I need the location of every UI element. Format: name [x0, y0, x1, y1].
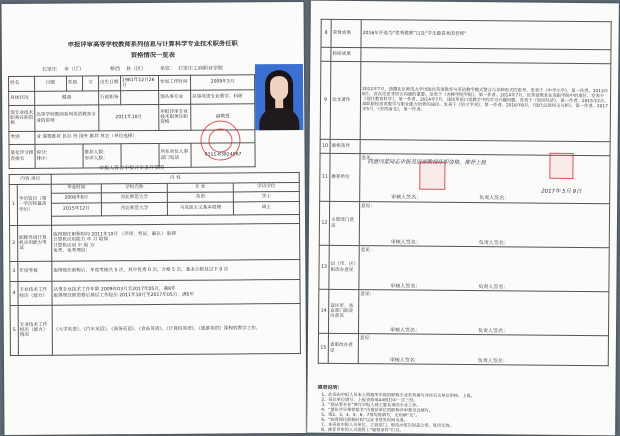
county-leader-label: 负责人签名： — [478, 284, 509, 291]
label-apply-title: 申报评审专业技术职务任职资格 — [159, 104, 191, 130]
honor-row-number: 8 — [321, 19, 331, 47]
recommend-opinion-label: 意见： — [361, 156, 376, 162]
edu-col-date: 毕业时间 — [51, 184, 101, 193]
note-3: 3、“现从事专业”填写申报人现主要从事的专业工作。 — [321, 401, 421, 408]
value-hr-phone: 0311-83824567 — [191, 143, 255, 167]
city-row-number: 14 — [318, 289, 328, 333]
label-name: 姓名 — [9, 76, 35, 91]
province-row-label: 省职改办意见 — [328, 333, 358, 363]
edu-row-number: 1 — [9, 184, 17, 225]
red-seal-stamp-2 — [549, 153, 573, 179]
label-gender: 性别 — [67, 76, 83, 91]
edu-col-school: 学校名称 — [101, 183, 167, 192]
form-title-line2: 资格情况一览表 — [130, 51, 175, 60]
value-gender: 女 — [83, 76, 99, 91]
left-page — [1, 2, 306, 435]
handwritten-recommendation: 同意闫蕾同志申报英语副教授任职资格，推荐上报 — [367, 159, 487, 167]
annual-row — [10, 259, 300, 281]
county-row-label: 县（市、区）职改办意见 — [329, 245, 359, 289]
score-label: 得分： — [36, 150, 51, 157]
note-6: 6、“取得现任职称时间”以证书签发时间为准。 — [321, 416, 408, 423]
label-admin-post: 行政职务 — [99, 91, 121, 105]
value-title-date: 2011年10月 — [99, 104, 159, 130]
province-opinion-label: 意见： — [359, 336, 374, 342]
annual-row-label: 年度考核 — [18, 261, 52, 281]
note-2: 2、每位单位填写，上报表格用A4纸打印一式三份。 — [321, 396, 418, 403]
papers-row-label: 论文著作 — [330, 61, 361, 139]
value-apply-title: 副教授 — [191, 104, 255, 130]
city-leader-label: 负责人签名： — [477, 328, 509, 335]
language-row-number: 2 — [10, 225, 18, 261]
tenure-row-number: 4 — [10, 281, 18, 305]
label-health: 身体状况 — [9, 91, 35, 105]
right-page — [307, 1, 619, 436]
form-title-line1: 申报评审高等学校教师系列信息与计算科学专业技术职务任职 — [67, 40, 238, 49]
note-5: 5、第2、3、4、5、6、7项均需填写，无则填“无”。 — [321, 411, 420, 418]
note-8: 8、推荐评审的人员需附上“破格条件”栏目。 — [321, 426, 404, 433]
tenure-line-1: 从事专业技术工作年限 2009年03月至2017年05月，满8年 — [53, 287, 176, 293]
papers-row — [320, 61, 611, 142]
value-birth: 1981年12月26日 — [121, 75, 159, 90]
recommend-count-label: 推荐人数： — [84, 150, 108, 156]
recommend-row-label: 推荐单位 — [330, 153, 360, 201]
city-row — [318, 289, 608, 336]
edu-1-major: 英语 — [167, 192, 233, 202]
note-1: 1、此表由申报人员本人根据所申报的职称专业系列填写并经有关单位审核、上报。 — [321, 391, 475, 399]
courses-row-number: 5 — [10, 305, 18, 355]
supervisor-row-label: 主管部门意见 — [329, 201, 359, 245]
value-name: 闫蕾 — [35, 76, 67, 91]
province-leader-label: 负责人签名： — [477, 358, 508, 365]
edu-2-degree: 硕士 — [233, 201, 299, 214]
annual-content: 取得现任职称后，年度考核共 5 次，其中优秀 0 次，合格 5 次，基本合格及以下 0 次 — [52, 259, 300, 281]
county-opinion-label: 意见： — [360, 248, 375, 254]
value-category: 业 需要推荐 民办 外 国外 推荐 其它（单位选择） — [35, 130, 255, 145]
language-line-2: 计算机应用能力 年 月 取得 — [53, 237, 109, 243]
province-sign-label: 审核人签名： — [389, 357, 420, 364]
notes-title: 填表说明： — [317, 384, 343, 391]
edu-1-school: 河北师范大学 — [101, 192, 167, 202]
annual-row-number: 3 — [10, 261, 18, 281]
courses-content: 《大学英语》、《汽车英语》、《商务英语》、《食品英语》、《计算机英语》、《旅游英语》课程的教学工作。 — [52, 303, 300, 355]
section-header: 申报人符合申报评审条件情况 — [99, 164, 165, 172]
honor-row-label: 荣誉成果 — [331, 19, 361, 47]
edu-row-label: 学历资历（第一学历和最高学历） — [17, 184, 51, 225]
rank-label: 排序： — [36, 156, 51, 162]
note-7: 7、本表由申报人员单位、主管部门、职改办依次加盖公章，复印无效。 — [321, 421, 454, 428]
photo-face — [270, 76, 288, 100]
honor-row — [321, 19, 611, 50]
exception-row-label: 破格条件 — [330, 139, 360, 153]
location-county: 桥西 — [109, 66, 120, 73]
label-hr-phone: 所在单位人事部门电话 — [159, 143, 191, 167]
language-line-1: 取得现任职称时间 2011年10月 （评审、考试、确认） 取得 — [53, 231, 177, 238]
courses-row-label: 专业技术工作经历（能力）情况 — [18, 305, 52, 355]
tenure-row-label: 专业技术工作经历（能力） — [18, 281, 52, 305]
supervisor-leader-label: 负责人签名： — [478, 240, 509, 247]
language-row-label: 职称外语计算机应用能力考试 — [18, 225, 52, 261]
note-4: 4、“量化评分推荐排名”由推荐单位的职称评审委员会填写。 — [321, 406, 434, 413]
county-row-number: 13 — [319, 245, 329, 289]
research-row-label: 科研成果 — [331, 47, 361, 61]
unit-name: 石家庄工商职业学院 — [177, 65, 223, 72]
requirements-table — [9, 172, 301, 356]
county-row — [319, 245, 609, 292]
city-row-label: 设区市、省直部门职改办意见 — [328, 289, 358, 333]
language-line-3: 计算机应用 中 级 分 — [53, 242, 95, 249]
supervisor-row-number: 12 — [319, 201, 329, 245]
edu-col-degree: 学历学位 — [233, 182, 299, 191]
tenure-content — [52, 279, 300, 305]
exception-row-number: 10 — [320, 139, 330, 153]
city-opinion-label: 意见： — [360, 292, 375, 298]
value-health: 健康 — [35, 91, 99, 105]
value-admin-post — [121, 90, 159, 104]
city-sign-label: 审核人签名： — [389, 327, 421, 334]
edu-2-school: 河北师范大学 — [101, 202, 167, 215]
supervisor-sign-label: 审核人签名： — [390, 239, 421, 246]
value-current-title: 高等学校教师系列英语教育专业的讲师 — [35, 105, 99, 131]
supervisor-row — [319, 201, 609, 248]
province-row — [318, 333, 608, 366]
label-category: 类别 — [9, 131, 35, 144]
req-col-content: 内 容 — [51, 172, 299, 184]
courses-row — [10, 303, 300, 355]
location-county-suffix: 县（区） — [125, 66, 146, 73]
red-seal-stamp-1 — [419, 162, 445, 190]
info-row-basic — [9, 75, 255, 92]
recommend-sign-label: 审核人签名： — [391, 194, 422, 201]
papers-row-text: 2012年7月，独撰北京师范大学出版社英语教育与英语教学模式整合与多种形式的思考。发表于《中学小学》，第一作者。2013年8月，首次论述非语言沟通的重要。发表于《赤峰学院学报》，第一作者。2014年7月，论英语教育在高职学院中的地位。发表于《现代教育科学》，第一作者。2014年7月，浅谈英语口语教学中的学习兴趣问题。发表于《知识经济》，第一作者。2015年2月，高职院校英语教学与职业能力培养的途径。发表于《语文学刊》，第一作者。2016年8月，《现代汉语词义分析》，第一作者。2017年5月，《东西南北》，第一作者。 — [360, 62, 611, 142]
county-sign-label: 审核人签名： — [390, 283, 421, 290]
honor-row-text: 2016年评选为“优秀教师”以及“学生最喜欢的老师” — [361, 20, 611, 50]
label-score-rank: 量化评分推荐排名 — [9, 144, 35, 168]
tenure-line-2: 取得现任职资格后基层工作经历 2011年10月至2017年05月，满5年 — [53, 292, 195, 299]
tenure-row — [10, 279, 300, 305]
location-city-suffix: 市（厅） — [63, 66, 84, 73]
recommend-leader-label: 负责人签名： — [479, 195, 510, 202]
applicant-photo — [255, 64, 303, 130]
edu-1-degree: 学士 — [233, 191, 299, 201]
province-row-number: 15 — [318, 333, 328, 363]
location-city: 石家庄 — [41, 66, 57, 73]
label-work-start: 参加工作时间 — [159, 75, 191, 90]
edu-1-date: 2006年6月 — [51, 193, 101, 203]
unit-label: 单位： — [159, 65, 175, 72]
papers-row-number: 9 — [320, 61, 331, 139]
photo-body — [259, 108, 299, 130]
supervisor-opinion-label: 意见： — [361, 204, 375, 210]
req-col-item: 内容 项目 — [9, 174, 51, 184]
recommend-row-number: 11 — [320, 153, 330, 201]
language-row — [10, 223, 300, 261]
label-current-major: 现从事专业 — [159, 90, 191, 104]
edu-2-date: 2015年12月 — [51, 203, 101, 216]
label-current-title: 现专业技术职务任职资格 — [9, 105, 35, 131]
edu-2-major: 马克思主义基本原理 — [167, 202, 233, 215]
language-content — [52, 223, 300, 261]
language-line-4: 免考、免考理由： — [53, 248, 91, 254]
value-current-major: 从事英语专业教学、科研 — [191, 90, 255, 104]
official-seal-inner — [208, 128, 232, 152]
edu-col-major: 专 业 — [167, 183, 233, 192]
participant-count-label: 参评人数： — [84, 155, 108, 161]
handwritten-date: 2017年 5月 9日 — [541, 188, 582, 196]
value-work-start: 2009年3月 — [191, 75, 255, 90]
label-birth: 出生日期 — [99, 76, 121, 91]
